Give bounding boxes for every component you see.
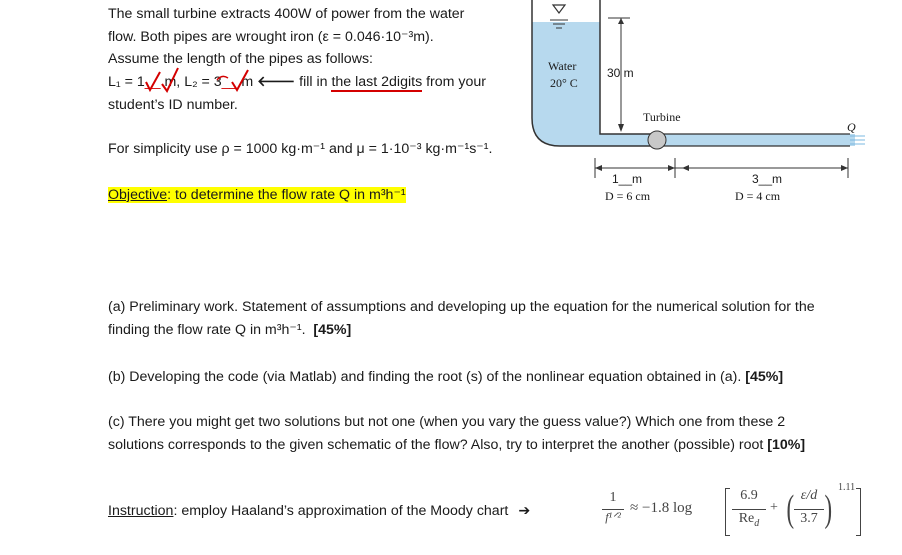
question-c-line-1: (c) There you might get two solutions but not one (when you vary the guess value?) Which one from these 2 bbox=[108, 414, 786, 430]
pipe2-length: 3__m bbox=[752, 172, 783, 186]
formula-exponent: 1.11 bbox=[838, 482, 856, 493]
temperature-label: 20° C bbox=[550, 76, 578, 90]
frac1-denominator bbox=[732, 511, 766, 529]
intro-line-5: student’s ID number. bbox=[108, 97, 238, 113]
water-label: Water bbox=[548, 59, 577, 73]
frac2-denominator: 3.7 bbox=[800, 511, 818, 526]
instruction-label: Instruction bbox=[108, 503, 174, 519]
frac1-numerator: 6.9 bbox=[740, 488, 758, 503]
right-paren: ) bbox=[824, 488, 833, 530]
fill-text-b: the last 2digits bbox=[331, 74, 423, 90]
question-a-line-2 bbox=[108, 319, 351, 341]
objective-text: : to determine the flow rate Q in m³h⁻¹ bbox=[167, 187, 406, 203]
re-label: Re bbox=[738, 511, 755, 526]
pipe2-diameter: D = 4 cm bbox=[735, 189, 781, 203]
question-b-text: (b) Developing the code (via Matlab) and finding the root (s) of the nonlinear equation obtained in (a). bbox=[108, 369, 742, 385]
fill-text-a: fill in bbox=[295, 74, 332, 90]
l1-blank[interactable]: __ bbox=[144, 74, 161, 90]
l2-label: L₂ = 3 bbox=[184, 74, 222, 90]
left-paren: ( bbox=[786, 488, 795, 530]
pipe-water bbox=[655, 134, 855, 146]
question-c-line-2 bbox=[108, 434, 805, 456]
question-a-line-1: (a) Preliminary work. Statement of assumptions and developing up the equation for the numerical solution for the bbox=[108, 299, 815, 315]
turbine-icon bbox=[648, 131, 666, 149]
fill-text-c: from your bbox=[422, 74, 487, 90]
re-subscript: d bbox=[754, 517, 760, 529]
question-a-text: finding the flow rate Q in m³h⁻¹. bbox=[108, 322, 306, 338]
pipe1-length: 1__m bbox=[612, 172, 643, 186]
l1-label: L₁ = 1 bbox=[108, 74, 145, 90]
instruction bbox=[108, 500, 530, 522]
formula-approx: ≈ −1.8 log bbox=[630, 500, 693, 516]
intro-line-3: Assume the length of the pipes as follows: bbox=[108, 51, 373, 67]
question-b-weight: [45%] bbox=[745, 369, 784, 385]
formula-numerator: 1 bbox=[609, 490, 617, 505]
handwritten-check-marks bbox=[140, 60, 255, 96]
height-label: 30 m bbox=[607, 66, 634, 80]
pipe1-diameter: D = 6 cm bbox=[605, 189, 651, 203]
objective bbox=[108, 184, 406, 206]
l1-unit: m, bbox=[160, 74, 185, 90]
l2-unit: m bbox=[237, 74, 254, 90]
water-level-icon bbox=[553, 5, 565, 13]
intro-line-1: The small turbine extracts 400W of power from the water bbox=[108, 6, 465, 22]
l2-blank[interactable]: __ bbox=[221, 74, 238, 90]
flow-q-label: Q bbox=[847, 120, 856, 134]
formula-plus: + bbox=[770, 500, 778, 515]
haaland-formula bbox=[600, 484, 890, 544]
question-b bbox=[108, 366, 783, 388]
question-c-weight: [10%] bbox=[767, 437, 806, 453]
question-a-weight: [45%] bbox=[313, 322, 352, 338]
turbine-label: Turbine bbox=[643, 110, 681, 124]
question-c-text: solutions corresponds to the given schematic of the flow? Also, try to interpret the another (possible) root bbox=[108, 437, 764, 453]
intro-line-2: flow. Both pipes are wrought iron (ε = 0.046·10⁻³m). bbox=[108, 29, 434, 45]
formula-denominator: f¹ᐟ² bbox=[605, 510, 621, 524]
right-arrow-icon: ➔ bbox=[518, 503, 531, 519]
flow-schematic bbox=[520, 0, 900, 210]
frac2-numerator: ε/d bbox=[800, 488, 818, 503]
left-arrow-icon: 🡐 bbox=[257, 74, 296, 90]
objective-label: Objective bbox=[108, 187, 168, 203]
simplicity-note: For simplicity use ρ = 1000 kg·m⁻¹ and μ = 1·10⁻³ kg·m⁻¹s⁻¹. bbox=[108, 141, 493, 157]
instruction-text: : employ Haaland’s approximation of the Moody chart bbox=[173, 503, 509, 519]
